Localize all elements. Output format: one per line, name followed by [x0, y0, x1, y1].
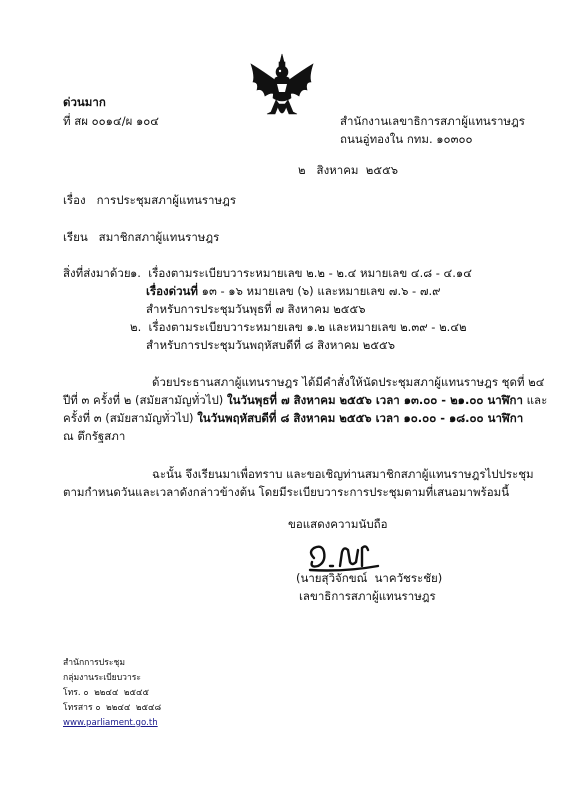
letter-subject: เรื่อง การประชุมสภาผู้แทนราษฎร: [63, 193, 236, 207]
conjunction-text: และ: [522, 393, 548, 407]
enclosure-item-2-line-1: ๒. เรื่องตามระเบียบวาระหมายเลข ๑.๒ และหมายเลข ๒.๓๙ - ๒.๔๒: [130, 320, 467, 334]
reference-number: ที่ สผ ๐๐๑๔/ผ ๑๐๔: [63, 114, 159, 128]
meeting-3-datetime: ในวันพฤหัสบดีที่ ๘ สิงหาคม ๒๕๕๖ เวลา ๑๐.๐๐ - ๑๘.๐๐ นาฬิกา: [197, 411, 524, 425]
footer-group: กลุ่มงานระเบียบวาระ: [63, 673, 142, 683]
garuda-emblem-icon: [247, 52, 317, 124]
signer-name: (นายสุวิจักขณ์ นาควัชระชัย): [296, 571, 443, 585]
enclosure-item-1-line-3: สำหรับการประชุมวันพุธที่ ๗ สิงหาคม ๒๕๕๖: [146, 302, 366, 316]
office-name: สำนักงานเลขาธิการสภาผู้แทนราษฎร: [340, 114, 525, 128]
body-para-1-line-1: ด้วยประธานสภาผู้แทนราษฎร ได้มีคำสั่งให้นัดประชุมสภาผู้แทนราษฎร ชุดที่ ๒๔: [152, 375, 545, 389]
footer-fax: โทรสาร ๐ ๒๒๔๔ ๒๕๔๘: [63, 703, 162, 713]
office-address: ถนนอู่ทองใน กทม. ๑๐๓๐๐: [340, 132, 473, 146]
enclosure-item-1-line-1: ๑. เรื่องตามระเบียบวาระหมายเลข ๒.๒ - ๒.๔ หมายเลข ๔.๘ - ๔.๑๔: [130, 266, 472, 280]
signer-title: เลขาธิการสภาผู้แทนราษฎร: [299, 589, 436, 603]
closing-salutation: ขอแสดงความนับถือ: [288, 517, 388, 531]
letter-date: ๒ สิงหาคม ๒๕๕๖: [298, 163, 399, 177]
body-para-1-line-2: [63, 393, 547, 408]
meeting-2-datetime: ในวันพุธที่ ๗ สิงหาคม ๒๕๕๖ เวลา ๑๓.๐๐ - ๒๑.๐๐ นาฬิกา: [226, 393, 523, 407]
body-para-2-line-1: ฉะนั้น จึงเรียนมาเพื่อทราบ และขอเชิญท่านสมาชิกสภาผู้แทนราษฎรไปประชุม: [152, 467, 534, 481]
urgency-label: ด่วนมาก: [63, 95, 106, 109]
urgent-matter-label: เรื่องด่วนที่: [146, 284, 198, 298]
body-para-2-line-2: ตามกำหนดวันและเวลาดังกล่าวข้างต้น โดยมีระเบียบวาระการประชุมตามที่เสนอมาพร้อมนี้: [63, 485, 510, 499]
body-para-1-line-3: [63, 411, 523, 426]
handwritten-signature: [300, 536, 390, 576]
meeting-2-session: ปีที่ ๓ ครั้งที่ ๒ (สมัยสามัญทั่วไป): [63, 393, 227, 407]
website-link[interactable]: www.parliament.go.th: [63, 718, 158, 728]
enclosure-item-2-line-2: สำหรับการประชุมวันพฤหัสบดีที่ ๘ สิงหาคม ๒๕๕๖: [146, 338, 396, 352]
footer-telephone: โทร. ๐ ๒๒๔๔ ๒๕๔๕: [63, 688, 150, 698]
footer-department: สำนักการประชุม: [63, 658, 125, 668]
meeting-venue: ณ ตึกรัฐสภา: [63, 429, 126, 443]
enclosures-label: สิ่งที่ส่งมาด้วย: [63, 266, 131, 280]
letter-recipient: เรียน สมาชิกสภาผู้แทนราษฎร: [63, 230, 220, 244]
urgent-matter-numbers: ๑๓ - ๑๖ หมายเลข (๖) และหมายเลข ๗.๖ - ๗.๙: [198, 284, 441, 298]
meeting-3-session: ครั้งที่ ๓ (สมัยสามัญทั่วไป): [63, 411, 198, 425]
enclosure-item-1-line-2: [146, 284, 441, 299]
